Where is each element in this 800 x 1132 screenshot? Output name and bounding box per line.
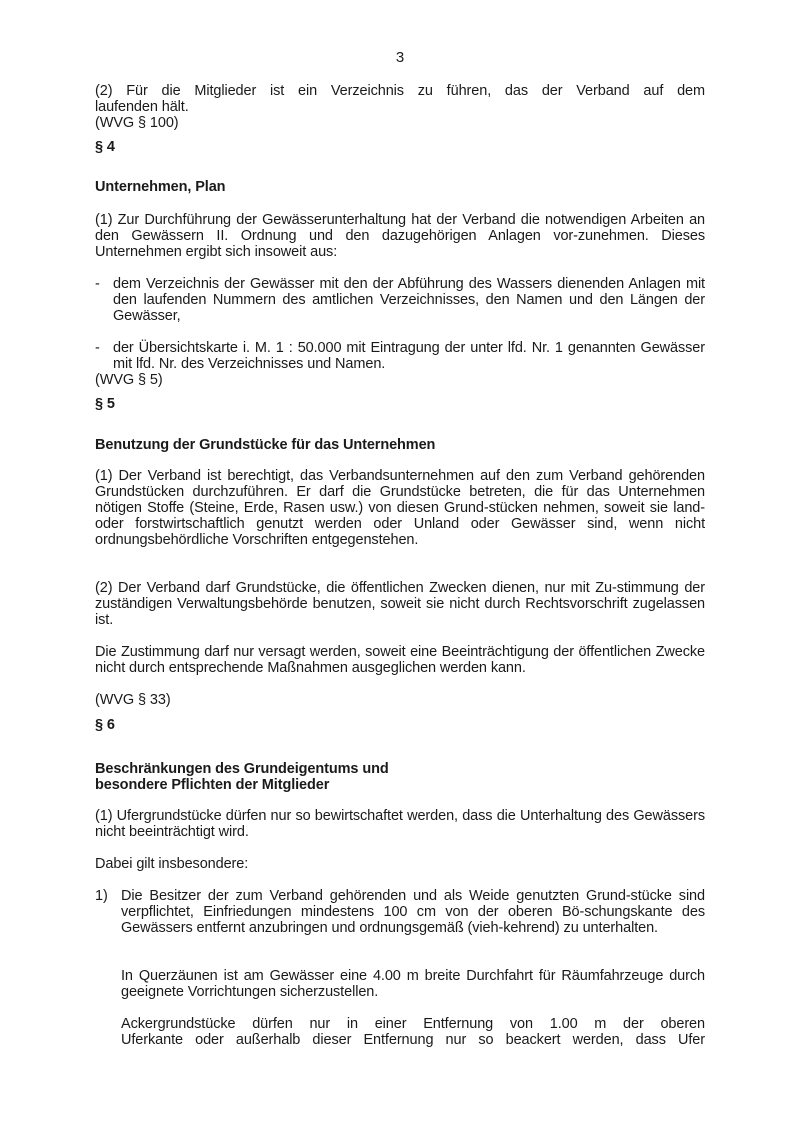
legal-reference: (WVG § 5) (95, 372, 163, 388)
section-number-4: § 4 (95, 139, 115, 155)
numbered-item-text: Die Besitzer der zum Verband gehörenden und als Weide genutzten Grund-stücke sind verpflichtet, Einfriedungen mindestens 100 cm von der oberen Bö-schungskante des Gewässers entfernt anzubringen und ordnungsgemäß (vieh-kehrend) zu unterhalten. (121, 888, 705, 936)
list-item (95, 340, 705, 372)
legal-reference: (WVG § 33) (95, 692, 171, 708)
section-number-5: § 5 (95, 396, 115, 412)
section-title-4: Unternehmen, Plan (95, 179, 226, 195)
list-item-text: dem Verzeichnis der Gewässer mit den der Abführung des Wassers dienenden Anlagen mit den laufenden Nummern des amtlichen Verzeichnisses, den Namen und den Längen der Gewässer, (113, 276, 705, 324)
paragraph-line: Uferkante oder außerhalb dieser Entfernung nur so beackert werden, dass Ufer (121, 1032, 705, 1048)
paragraph-s6-2: Dabei gilt insbesondere: (95, 856, 249, 872)
numbered-item-subparagraph: In Querzäunen ist am Gewässer eine 4.00 m breite Durchfahrt für Räumfahrzeuge durch geeignete Vorrichtungen sicherzustellen. (121, 968, 705, 1000)
paragraph-s3-2 (95, 83, 705, 131)
list-dash: - (95, 340, 100, 356)
paragraph-s5-1: (1) Der Verband ist berechtigt, das Verbandsunternehmen auf den zum Verband gehörenden Grundstücken durchzuführen. Er darf die Grundstücke betreten, die für das Unternehmen nötigen Stoffe (Steine, Erde, Rasen usw.) von diesen Grund-stücken nehmen, soweit sie land- oder forstwirtschaftlich genutzt werden oder Unland oder Gewässer sind, wenn nicht ordnungsbehördliche Vorschriften entgegenstehen. (95, 468, 705, 548)
paragraph-s5-2: (2) Der Verband darf Grundstücke, die öffentlichen Zwecken dienen, nur mit Zu-stimmung der zuständigen Verwaltungsbehörde benutzen, soweit sie nicht durch Rechtsvorschrift zugelassen ist. (95, 580, 705, 628)
section-number-6: § 6 (95, 717, 115, 733)
paragraph-s4-1: (1) Zur Durchführung der Gewässerunterhaltung hat der Verband die notwendigen Arbeiten an den Gewässern II. Ordnung und den dazugehörigen Anlagen vor-zunehmen. Dieses Unternehmen ergibt sich insoweit aus: (95, 212, 705, 260)
list-item-text: der Übersichtskarte i. M. 1 : 50.000 mit Eintragung der unter lfd. Nr. 1 genannten Gewässer mit lfd. Nr. des Verzeichnisses und Namen. (113, 340, 705, 372)
list-item (95, 276, 705, 324)
section-title-line: Beschränkungen des Grundeigentums und (95, 761, 389, 777)
numbered-item-1 (95, 888, 705, 936)
legal-reference: (WVG § 100) (95, 115, 179, 131)
section-title-6 (95, 761, 705, 793)
numbered-item-subparagraph (121, 1016, 705, 1048)
section-title-5: Benutzung der Grundstücke für das Unternehmen (95, 437, 436, 453)
section-title-line: besondere Pflichten der Mitglieder (95, 777, 330, 793)
page-number: 3 (395, 49, 405, 66)
paragraph-line: laufenden hält. (95, 99, 189, 115)
paragraph-line: Ackergrundstücke dürfen nur in einer Entfernung von 1.00 m der oberen (121, 1016, 705, 1032)
paragraph-s5-3: Die Zustimmung darf nur versagt werden, soweit eine Beeinträchtigung der öffentlichen Zwecke nicht durch entsprechende Maßnahmen ausgeglichen werden kann. (95, 644, 705, 676)
list-dash: - (95, 276, 100, 292)
paragraph-s6-1: (1) Ufergrundstücke dürfen nur so bewirtschaftet werden, dass die Unterhaltung des Gewässers nicht beeinträchtigt wird. (95, 808, 705, 840)
paragraph-line: (2) Für die Mitglieder ist ein Verzeichnis zu führen, das der Verband auf dem (95, 83, 705, 99)
item-number: 1) (95, 888, 108, 904)
